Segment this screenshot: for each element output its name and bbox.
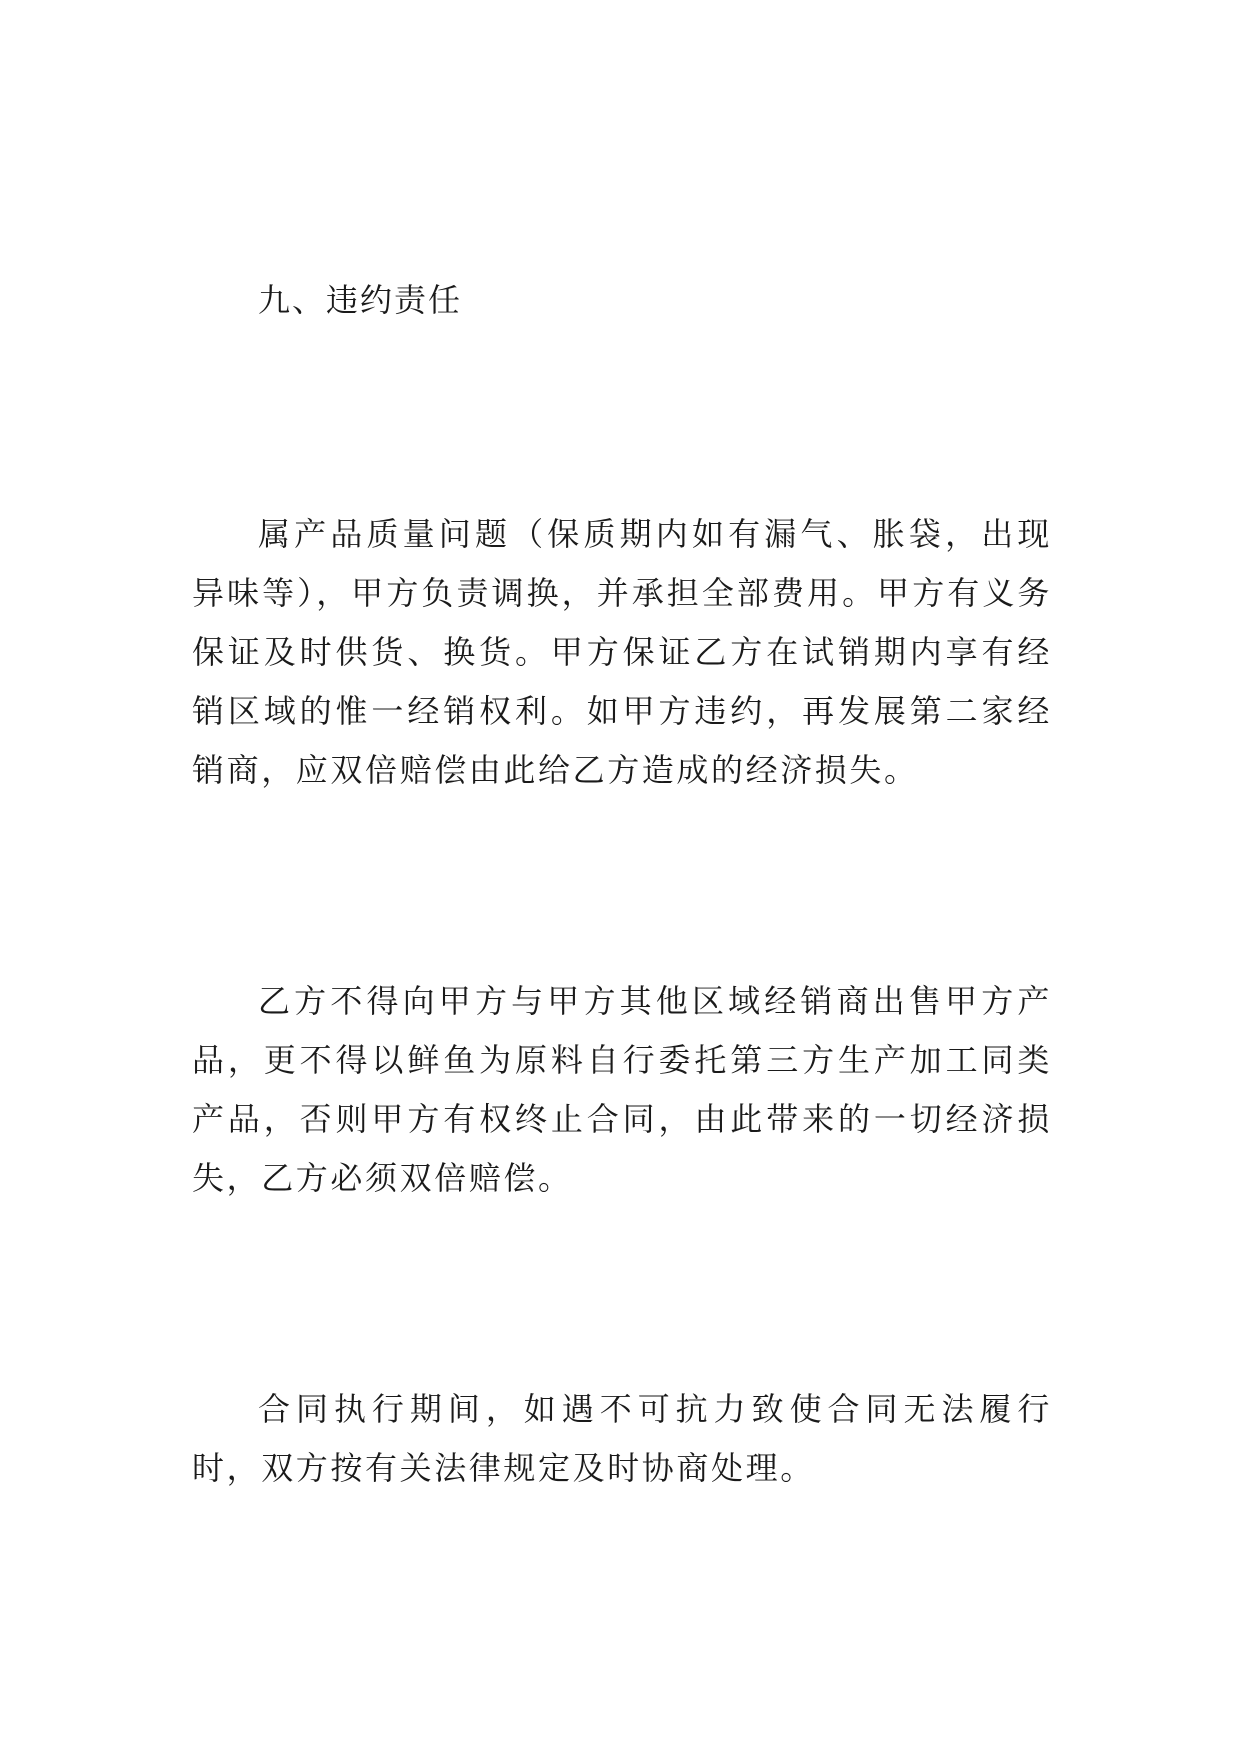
paragraph-sales-restriction: 乙方不得向甲方与甲方其他区域经销商出售甲方产品，更不得以鲜鱼为原料自行委托第三方生产加工同类产品，否则甲方有权终止合同，由此带来的一切经济损失，乙方必须双倍赔偿。 <box>192 982 1052 1197</box>
paragraph-force-majeure: 合同执行期间，如遇不可抗力致使合同无法履行时，双方按有关法律规定及时协商处理。 <box>192 1390 1052 1487</box>
paragraph-quality-liability: 属产品质量问题（保质期内如有漏气、胀袋，出现异味等），甲方负责调换，并承担全部费用。甲方有义务保证及时供货、换货。甲方保证乙方在试销期内享有经销区域的惟一经销权利。如甲方违约，再发展第二家经销商，应双倍赔偿由此给乙方造成的经济损失。 <box>192 515 1052 789</box>
section-heading: 九、违约责任 <box>258 281 463 319</box>
